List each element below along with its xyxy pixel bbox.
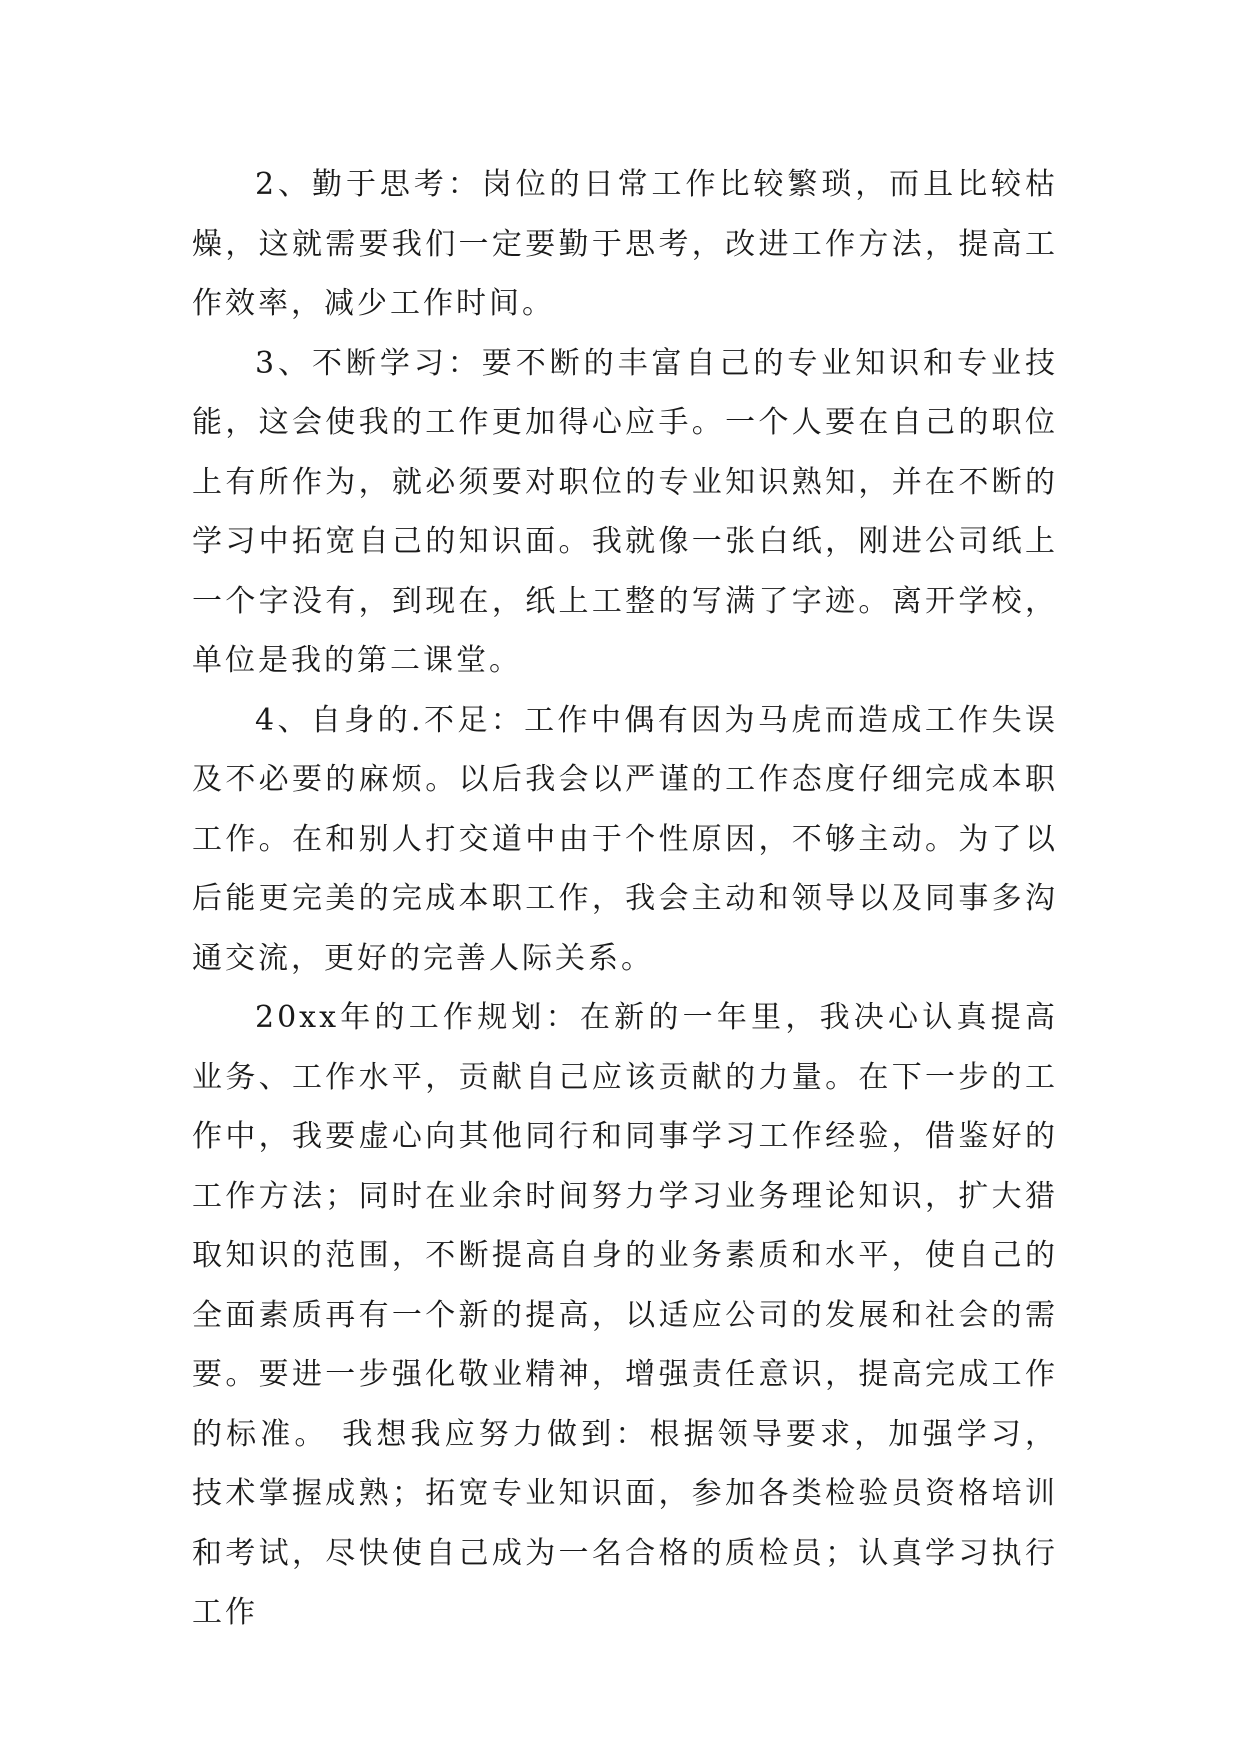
paragraph-shortcomings: 4、自身的.不足：工作中偶有因为马虎而造成工作失误及不必要的麻烦。以后我会以严谨的工作态度仔细完成本职工作。在和别人打交道中由于个性原因，不够主动。为了以后能更完美的完成本职工作，我会主动和领导以及同事多沟通交流，更好的完善人际关系。 bbox=[192, 702, 1058, 976]
document-body bbox=[192, 155, 1058, 1643]
paragraph-continuous-learning: 3、不断学习：要不断的丰富自己的专业知识和专业技能，这会使我的工作更加得心应手。一个人要在自己的职位上有所作为，就必须要对职位的专业知识熟知，并在不断的学习中拓宽自己的知识面。我就像一张白纸，刚进公司纸上一个字没有，到现在，纸上工整的写满了字迹。离开学校，单位是我的第二课堂。 bbox=[192, 345, 1058, 678]
paragraph-diligent-thinking: 2、勤于思考：岗位的日常工作比较繁琐，而且比较枯燥，这就需要我们一定要勤于思考，改进工作方法，提高工作效率，减少工作时间。 bbox=[192, 167, 1058, 321]
paragraph-work-plan: 20xx年的工作规划：在新的一年里，我决心认真提高业务、工作水平，贡献自己应该贡献的力量。在下一步的工作中，我要虚心向其他同行和同事学习工作经验，借鉴好的工作方法；同时在业余时间努力学习业务理论知识，扩大猎取知识的范围，不断提高自身的业务素质和水平，使自己的全面素质再有一个新的提高，以适应公司的发展和社会的需要。要进一步强化敬业精神，增强责任意识，提高完成工作的标准。 我想我应努力做到：根据领导要求，加强学习，技术掌握成熟；拓宽专业知识面，参加各类检验员资格培训和考试，尽快使自己成为一名合格的质检员；认真学习执行工作 bbox=[192, 1000, 1058, 1630]
